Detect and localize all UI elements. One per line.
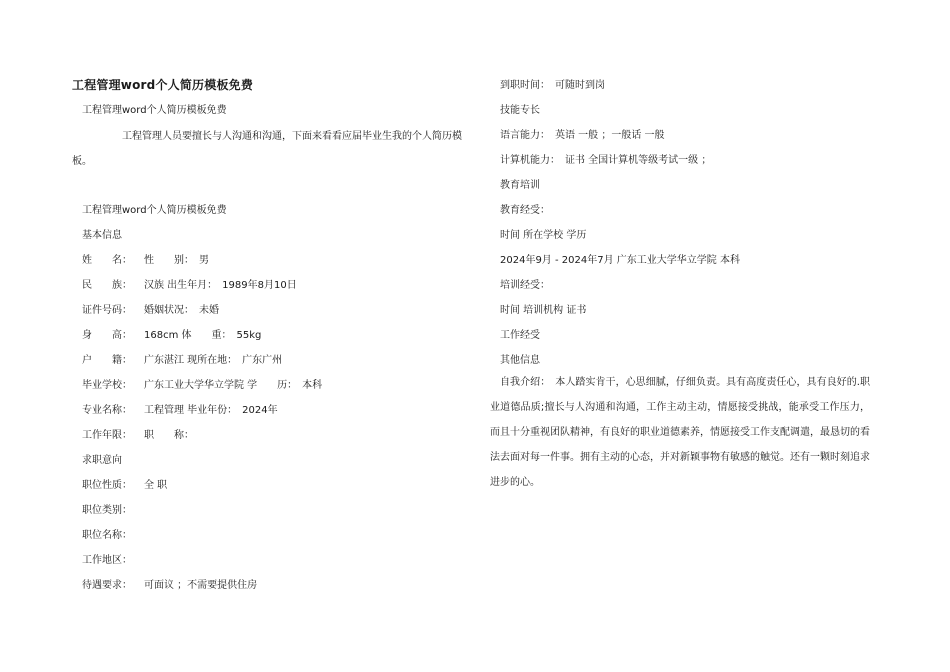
ethnic-label: 民 族：: [82, 280, 132, 291]
basic-info-heading: 基本信息: [82, 230, 122, 241]
education-columns: 时间 所在学校 学历: [500, 230, 587, 241]
hukou-row: [82, 354, 282, 367]
self-intro-paragraph: 自我介绍： 本人踏实肯干，心思细腻，仔细负责。具有高度责任心，具有良好的.职业道德品质;擅长与人沟通和沟通，工作主动主动，情愿接受挑战，能承受工作压力，而且十分重视团队精神，有良好的职业道德素养，情愿接受工作支配调遣，最恳切的看法去面对每一件事。拥有主动的心态，并对新颖事物有敏感的触觉。还有一颗时刻追求进步的心。: [490, 377, 870, 488]
document-title: 工程管理word个人简历模板免费: [72, 78, 254, 92]
hukou-label: 户 籍：: [82, 355, 132, 366]
salary-value: 可面议 ；不需要提供住房: [144, 580, 258, 591]
major-value: 工程管理 毕业年份： 2024年: [144, 405, 278, 416]
nature-label: 职位性质：: [82, 480, 132, 491]
subtitle: 工程管理word个人简历模板免费: [82, 105, 227, 116]
major-label: 专业名称：: [82, 405, 132, 416]
intro-paragraph: 工程管理人员要擅长与人沟通和沟通，下面来看看应届毕业生我的个人简历模板。: [72, 131, 462, 167]
skills-heading: 技能专长: [500, 105, 540, 116]
name-row: [82, 254, 209, 267]
education-row: 2024年9月 - 2024年7月 广东工业大学华立学院 本科: [500, 255, 740, 266]
computer-line: 计算机能力： 证书 全国计算机等级考试一级 ；: [500, 155, 712, 166]
height-value: 168cm 体 重： 55kg: [144, 330, 262, 341]
nature-value: 全 职: [144, 480, 168, 491]
salary-label: 待遇要求：: [82, 580, 132, 591]
years-row: [82, 429, 194, 442]
arrival-line: 到职时间： 可随时到岗: [500, 80, 605, 91]
training-experience-label: 培训经受：: [500, 280, 550, 291]
id-value: 婚姻状况： 未婚: [144, 305, 219, 316]
id-row: [82, 304, 219, 317]
id-label: 证件号码：: [82, 305, 132, 316]
school-label: 毕业学校：: [82, 380, 132, 391]
years-value: 职 称：: [144, 430, 194, 441]
ethnic-row: [82, 279, 297, 292]
ethnic-value: 汉族 出生年月： 1989年8月10日: [144, 280, 297, 291]
years-label: 工作年限：: [82, 430, 132, 441]
school-value: 广东工业大学华立学院 学 历： 本科: [144, 380, 323, 391]
area-label: 工作地区：: [82, 555, 132, 566]
name-value: 性 别： 男: [144, 255, 209, 266]
language-line: 语言能力： 英语 一般 ；一般话 一般: [500, 130, 665, 141]
nature-row: [82, 479, 167, 492]
height-label: 身 高：: [82, 330, 132, 341]
salary-row: [82, 579, 257, 592]
training-columns: 时间 培训机构 证书: [500, 305, 587, 316]
name-label: 姓 名：: [82, 255, 132, 266]
position-label: 职位名称：: [82, 530, 132, 541]
major-row: [82, 404, 278, 417]
education-heading: 教育培训: [500, 180, 540, 191]
height-row: [82, 329, 261, 342]
intent-heading: 求职意向: [82, 455, 122, 466]
subtitle-repeat: 工程管理word个人简历模板免费: [82, 205, 227, 216]
hukou-value: 广东湛江 现所在地： 广东广州: [144, 355, 283, 366]
school-row: [82, 379, 322, 392]
work-experience-heading: 工作经受: [500, 330, 540, 341]
category-label: 职位类别：: [82, 505, 132, 516]
education-experience-label: 教育经受：: [500, 205, 550, 216]
other-info-heading: 其他信息: [500, 355, 540, 366]
